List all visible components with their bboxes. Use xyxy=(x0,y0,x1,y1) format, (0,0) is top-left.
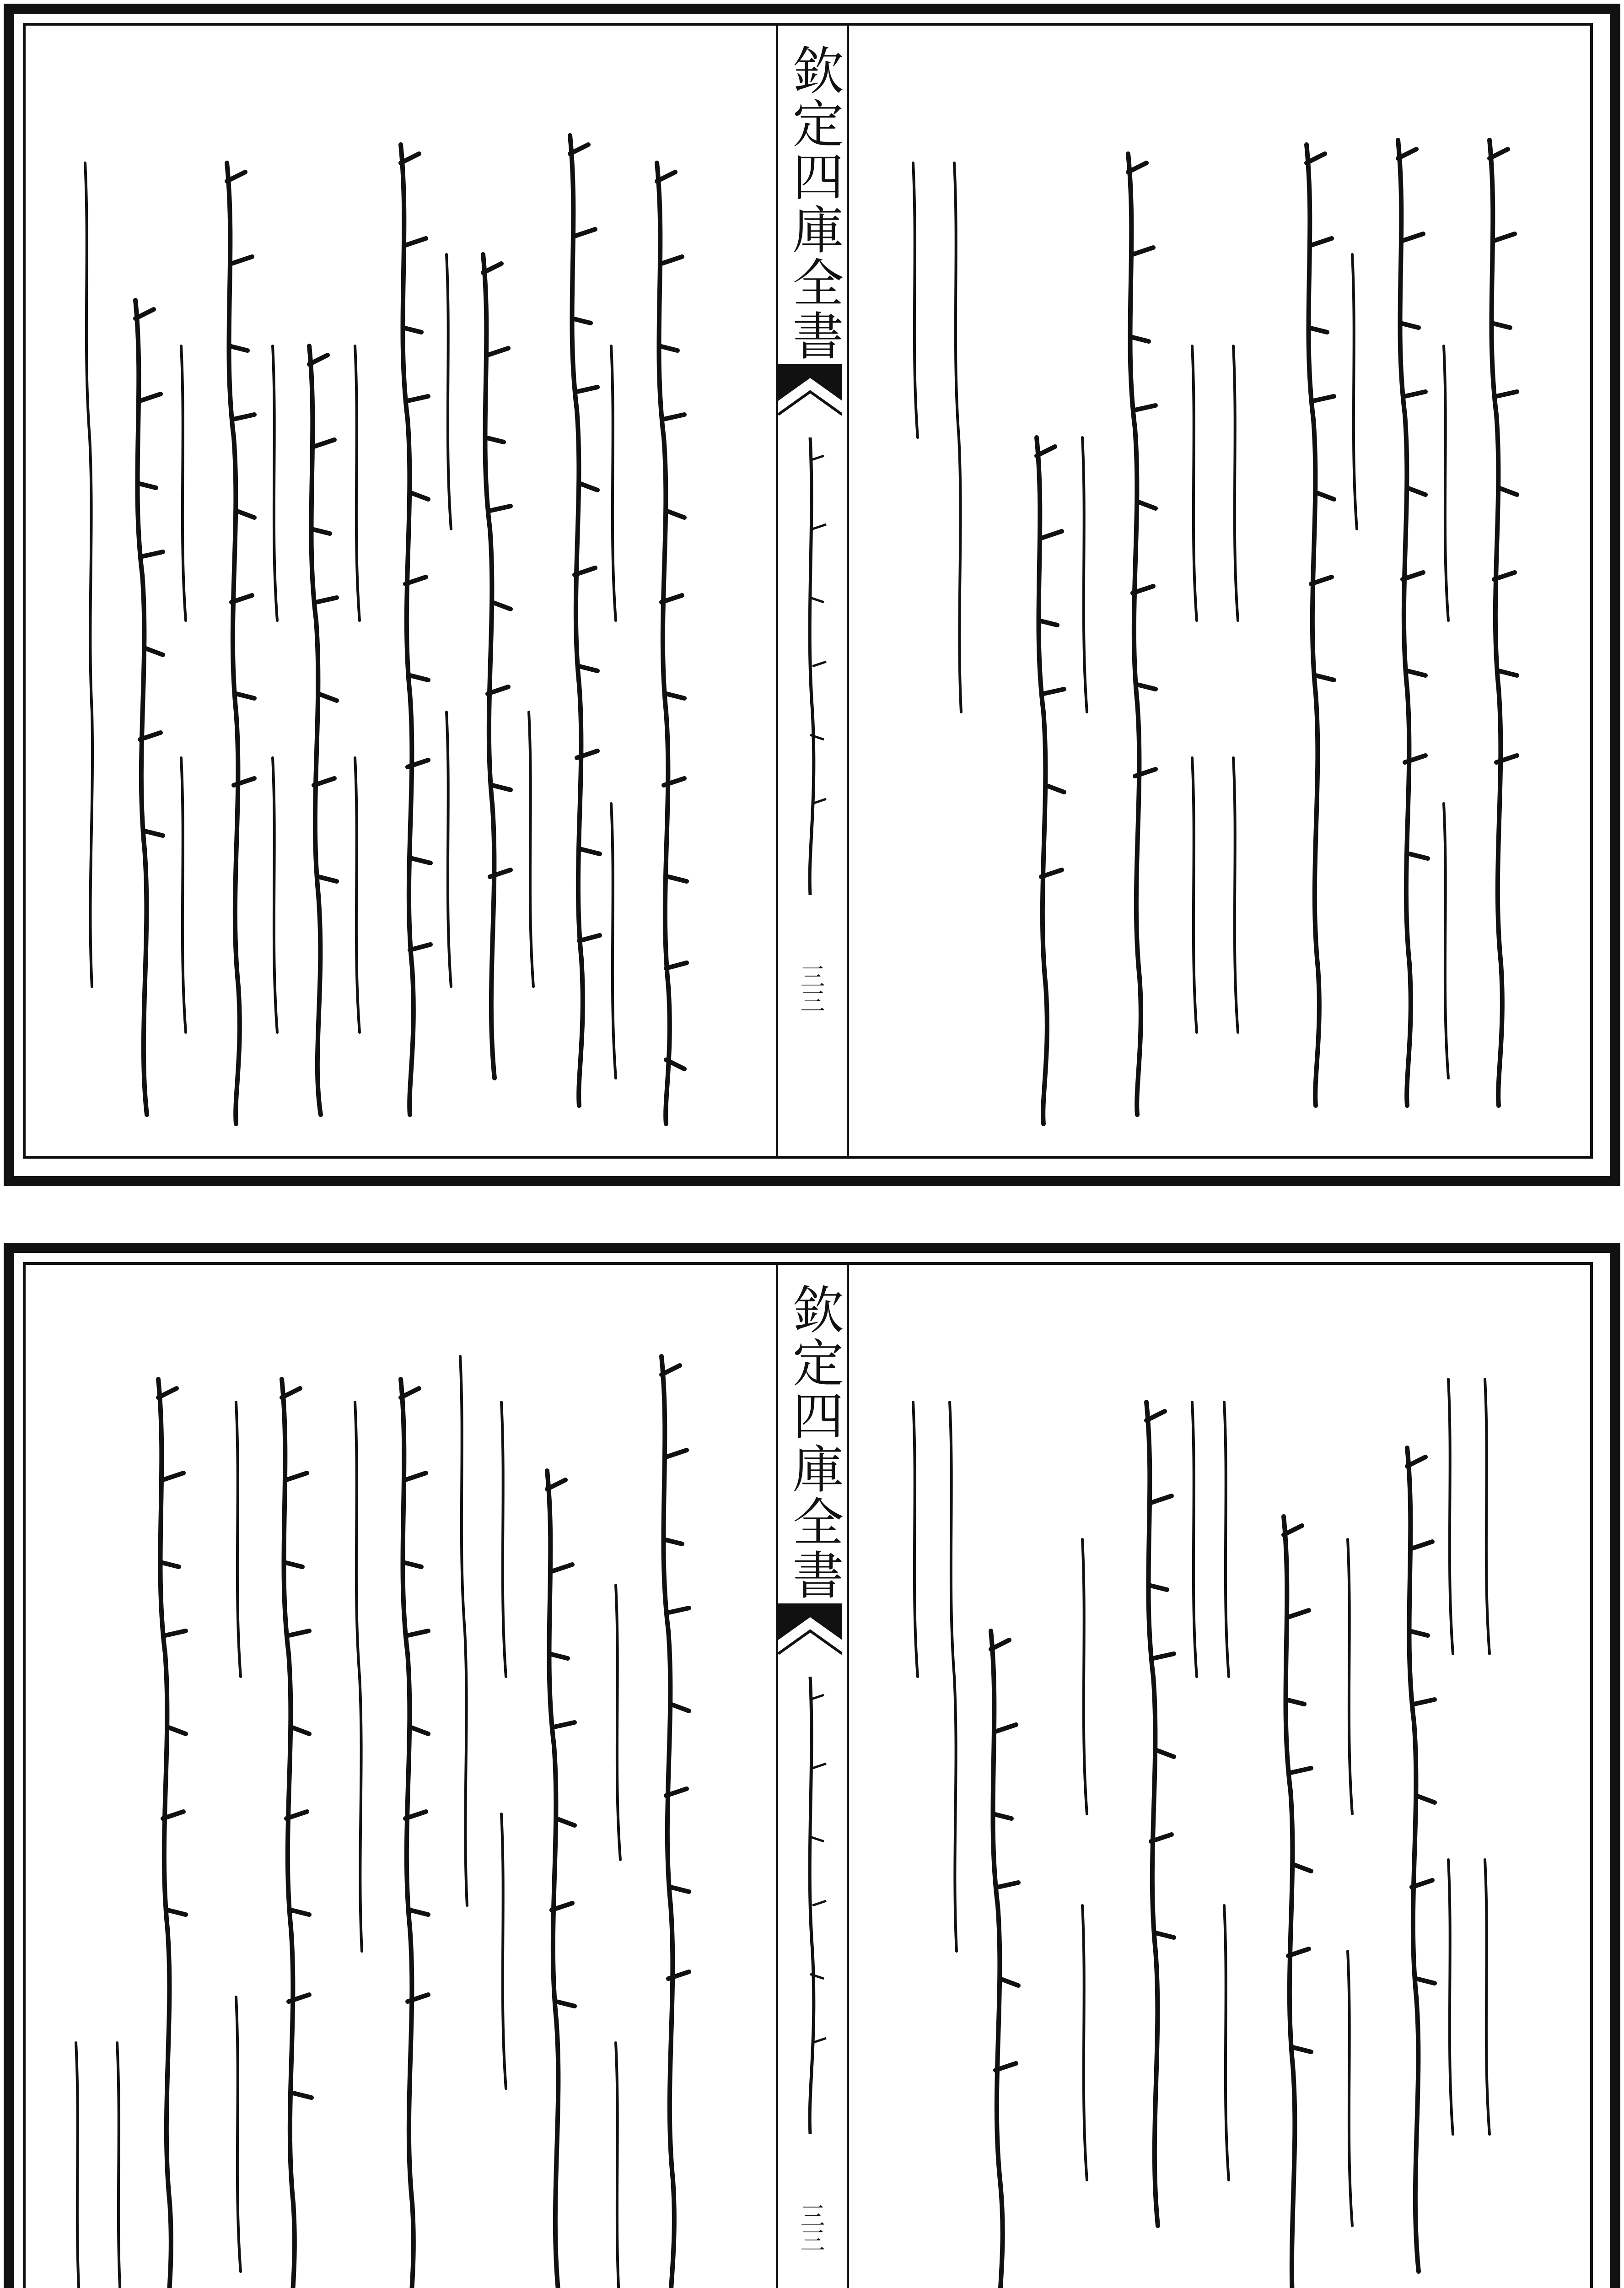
script-column xyxy=(158,1379,186,2288)
script-column xyxy=(1037,437,1064,1124)
bottom-right-script-image xyxy=(844,1265,1590,2288)
script-column xyxy=(657,163,687,1124)
bottom-center-script xyxy=(787,1677,833,2134)
top-right-script-image xyxy=(844,26,1590,1156)
bottom-left-script-image xyxy=(26,1265,776,2288)
top-page-frame xyxy=(4,4,1620,1186)
bottom-left-text-block xyxy=(26,1265,776,2288)
bottom-page-frame xyxy=(4,1243,1620,2288)
top-center-title: 欽定四庫全書 xyxy=(784,44,844,362)
script-column xyxy=(1407,1448,1435,2272)
script-column xyxy=(1307,145,1334,1106)
top-page-inner-frame xyxy=(23,23,1593,1159)
script-column xyxy=(135,300,163,1115)
script-column xyxy=(309,346,337,1115)
top-left-script-image xyxy=(26,26,776,1156)
bottom-page-number: 三三 xyxy=(796,2203,825,2252)
script-column xyxy=(401,1379,428,2288)
top-left-text-block xyxy=(26,26,776,1156)
script-column xyxy=(1398,140,1428,1106)
script-column xyxy=(1490,140,1517,1106)
top-page-number: 三三 xyxy=(796,964,825,1013)
script-column xyxy=(483,254,511,1078)
top-center-script xyxy=(787,437,833,895)
top-right-text-block xyxy=(844,26,1590,1156)
top-fish-tail-ornament xyxy=(778,364,842,433)
script-column xyxy=(1128,154,1156,1115)
script-column xyxy=(570,135,600,1106)
script-column xyxy=(401,145,430,1115)
bottom-right-text-block xyxy=(844,1265,1590,2288)
script-column xyxy=(661,1356,689,2288)
script-column xyxy=(282,1379,312,2288)
bottom-center-title: 欽定四庫全書 xyxy=(784,1283,844,1602)
script-column xyxy=(1284,1516,1311,2288)
bottom-center-column xyxy=(776,1265,849,2288)
script-column xyxy=(227,163,254,1124)
script-column xyxy=(1146,1402,1174,2226)
script-column xyxy=(991,1631,1018,2288)
bottom-page-inner-frame xyxy=(23,1262,1593,2288)
bottom-fish-tail-ornament xyxy=(778,1603,842,1672)
top-center-column xyxy=(776,26,849,1156)
script-column xyxy=(547,1471,575,2288)
